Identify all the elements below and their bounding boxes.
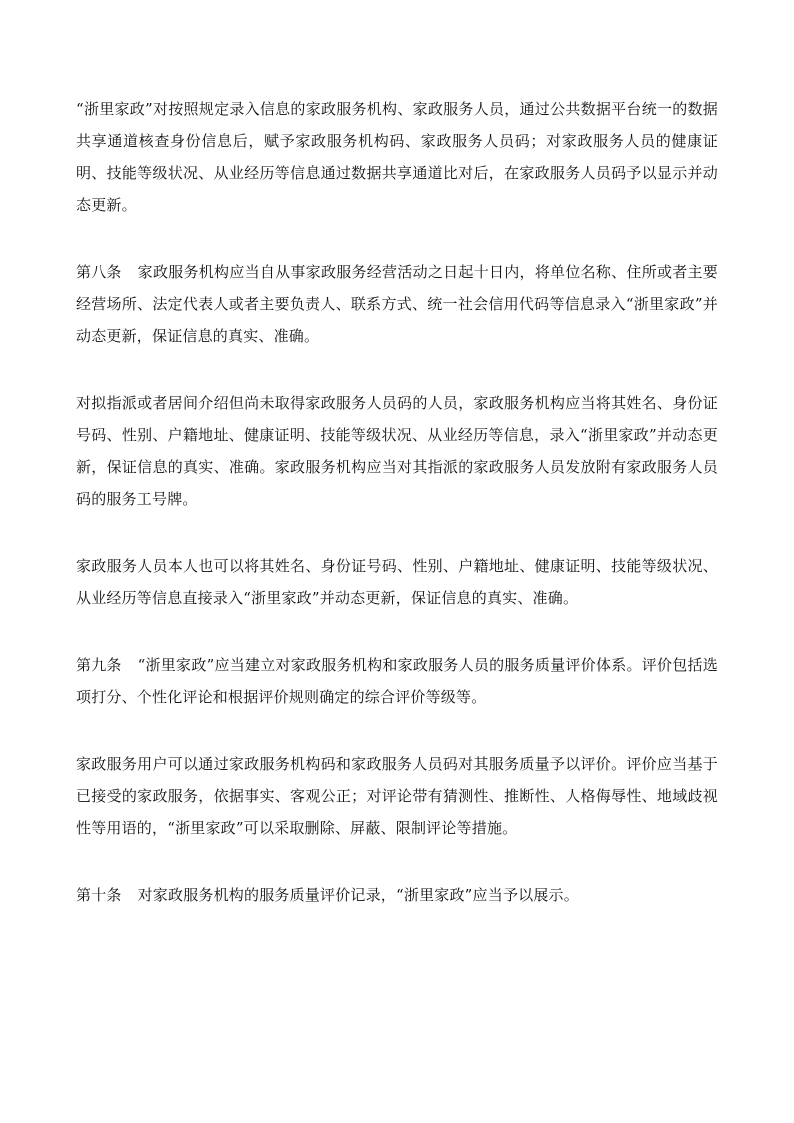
paragraph-text: “浙里家政”应当建立对家政服务机构和家政服务人员的服务质量评价体系。评价包括选项打分、个性化评论和根据评价规则确定的综合评价等级等。 bbox=[76, 656, 718, 706]
article-heading: 第九条 bbox=[76, 656, 122, 674]
paragraph-article-10 bbox=[76, 879, 718, 911]
paragraph-article-9 bbox=[76, 649, 718, 713]
article-heading: 第十条 bbox=[76, 886, 122, 904]
paragraph-text: 对家政服务机构的服务质量评价记录，“浙里家政”应当予以展示。 bbox=[137, 886, 579, 904]
paragraph-article-8 bbox=[76, 256, 718, 352]
paragraph-unregistered-personnel bbox=[76, 387, 718, 515]
paragraph-self-registration bbox=[76, 550, 718, 614]
paragraph-user-evaluation bbox=[76, 748, 718, 844]
paragraph-text: 家政服务机构应当自从事家政服务经营活动之日起十日内，将单位名称、住所或者主要经营场所、法定代表人或者主要负责人、联系方式、统一社会信用代码等信息录入“浙里家政”并动态更新，保证信息的真实、准确。 bbox=[76, 263, 718, 345]
article-heading: 第八条 bbox=[76, 263, 122, 281]
paragraph-text: 对拟指派或者居间介绍但尚未取得家政服务人员码的人员，家政服务机构应当将其姓名、身份证号码、性别、户籍地址、健康证明、技能等级状况、从业经历等信息，录入“浙里家政”并动态更新，保证信息的真实、准确。家政服务机构应当对其指派的家政服务人员发放附有家政服务人员码的服务工号牌。 bbox=[76, 394, 718, 508]
document-body bbox=[76, 93, 718, 946]
paragraph-data-verification bbox=[76, 93, 718, 221]
paragraph-text: “浙里家政”对按照规定录入信息的家政服务机构、家政服务人员，通过公共数据平台统一的数据共享通道核查身份信息后，赋予家政服务机构码、家政服务人员码；对家政服务人员的健康证明、技能等级状况、从业经历等信息通过数据共享通道比对后，在家政服务人员码予以显示并动态更新。 bbox=[76, 100, 718, 214]
paragraph-text: 家政服务用户可以通过家政服务机构码和家政服务人员码对其服务质量予以评价。评价应当基于已接受的家政服务，依据事实、客观公正；对评论带有猜测性、推断性、人格侮辱性、地域歧视性等用语的，“浙里家政”可以采取删除、屏蔽、限制评论等措施。 bbox=[76, 755, 718, 837]
paragraph-text: 家政服务人员本人也可以将其姓名、身份证号码、性别、户籍地址、健康证明、技能等级状况、从业经历等信息直接录入“浙里家政”并动态更新，保证信息的真实、准确。 bbox=[76, 557, 718, 607]
